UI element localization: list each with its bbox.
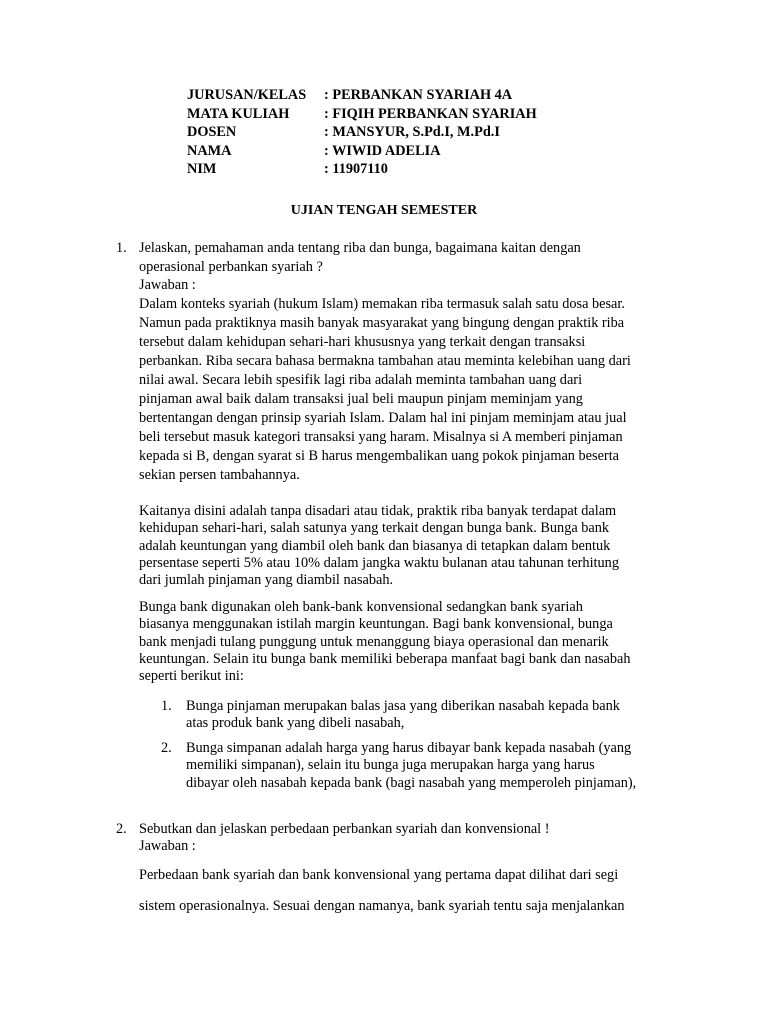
answer-line: Perbedaan bank syariah dan bank konvensional yang pertama dapat dilihat dari segi [139, 867, 619, 883]
header-row-dosen [187, 123, 537, 142]
question-number: 1. [116, 240, 127, 256]
sub-list-line: memiliki simpanan), selain itu bunga juga merupakan harga yang harus [186, 757, 595, 774]
answer-line: biasanya menggunakan istilah margin keuntungan. Bagi bank konvensional, bunga [139, 616, 613, 633]
answer-line: kehidupan sehari-hari, salah satunya yang terkait dengan bunga bank. Bunga bank [139, 520, 610, 537]
answer-line: adalah keuntungan yang diambil oleh bank dan biasanya di tetapkan dalam bentuk [139, 537, 611, 554]
answer-line: keuntungan. Selain itu bunga bank memiliki beberapa manfaat bagi bank dan nasabah [139, 650, 631, 667]
answer-line: Namun pada praktiknya masih banyak masyarakat yang bingung dengan praktik riba [139, 314, 625, 331]
answer-line: persentase seperti 5% atau 10% dalam jangka waktu bulanan atau tahunan terhitung [139, 554, 619, 571]
question-2-body [139, 821, 679, 856]
sub-list-line: dibayar oleh nasabah kepada bank (bagi nasabah yang memperoleh pinjaman), [186, 774, 637, 791]
header-row-nim [187, 160, 537, 179]
sub-list-number: 2. [161, 740, 172, 756]
answer-line: tersebut dalam kehidupan sehari-hari khususnya yang terkait dengan transaksi [139, 333, 586, 350]
header-row-nama [187, 142, 537, 161]
question-text-line: Sebutkan dan jelaskan perbedaan perbankan syariah dan konvensional ! [139, 821, 550, 837]
answer-line: sistem operasionalnya. Sesuai dengan namanya, bank syariah tentu saja menjalankan [139, 898, 625, 914]
answer-line: dari jumlah pinjaman yang diambil nasabah. [139, 572, 394, 589]
answer-paragraph-q2 [139, 866, 679, 916]
answer-line: sekian persen tambahannya. [139, 466, 300, 483]
header-label: NAMA [187, 142, 232, 159]
header-value: : WIWID ADELIA [324, 142, 441, 159]
sub-list-line: Bunga simpanan adalah harga yang harus dibayar bank kepada nasabah (yang [186, 740, 632, 756]
jawaban-label: Jawaban : [139, 277, 196, 293]
answer-line: pinjaman awal baik dalam transaksi jual beli maupun pinjam meminjam yang [139, 390, 583, 407]
answer-line: perbankan. Riba secara bahasa bermakna tambahan atau meminta kelebihan uang dari [139, 352, 631, 369]
header-info [187, 86, 537, 179]
answer-line: Kaitanya disini adalah tanpa disadari atau tidak, praktik riba banyak terdapat dalam [139, 503, 617, 519]
header-value: : PERBANKAN SYARIAH 4A [324, 87, 513, 103]
sub-list-line: Bunga pinjaman merupakan balas jasa yang diberikan nasabah kepada bank [186, 698, 620, 714]
answer-line: bertentangan dengan prinsip syariah Islam. Dalam hal ini pinjam meminjam atau jual [139, 409, 627, 426]
question-number: 2. [116, 821, 127, 837]
question-text-line: operasional perbankan syariah ? [139, 259, 323, 275]
answer-line: Dalam konteks syariah (hukum Islam) memakan riba termasuk salah satu dosa besar. [139, 295, 625, 312]
header-row-mata-kuliah [187, 105, 537, 124]
header-value: : MANSYUR, S.Pd.I, M.Pd.I [324, 124, 500, 140]
header-label: MATA KULIAH [187, 105, 290, 122]
answer-line: seperti berikut ini: [139, 668, 244, 685]
header-row-jurusan [187, 86, 537, 105]
question-1-body [139, 239, 679, 485]
answer-line: kepada si B, dengan syarat si B harus mengembalikan uang pokok pinjaman beserta [139, 447, 620, 464]
answer-line: nilai awal. Secara lebih spesifik lagi riba adalah meminta tambahan uang dari [139, 371, 583, 388]
sub-list-number: 1. [161, 698, 172, 714]
answer-line: Bunga bank digunakan oleh bank-bank konvensional sedangkan bank syariah [139, 599, 583, 615]
answer-line: beli tersebut masuk kategori transaksi yang haram. Misalnya si A memberi pinjaman [139, 428, 623, 445]
answer-line: bank menjadi tulang punggung untuk menanggung biaya operasional dan menarik [139, 633, 609, 650]
answer-paragraph-3 [139, 599, 679, 685]
header-label: NIM [187, 161, 217, 177]
header-label: JURUSAN/KELAS [187, 87, 307, 103]
answer-paragraph-2 [139, 503, 679, 589]
header-value: : 11907110 [324, 161, 388, 177]
jawaban-label: Jawaban : [139, 838, 196, 855]
sub-list-line: atas produk bank yang dibeli nasabah, [186, 715, 405, 732]
document-title: UJIAN TENGAH SEMESTER [290, 203, 478, 218]
header-label: DOSEN [187, 124, 237, 140]
question-text-line: Jelaskan, pemahaman anda tentang riba dan bunga, bagaimana kaitan dengan [139, 240, 581, 256]
header-value: : FIQIH PERBANKAN SYARIAH [324, 105, 537, 122]
